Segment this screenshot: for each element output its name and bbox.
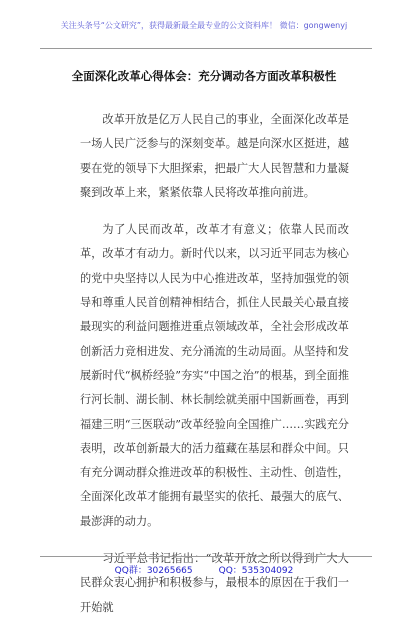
footer-qq: QQ：535304092 — [218, 566, 294, 576]
header-divider — [40, 48, 372, 49]
footer-divider — [40, 556, 372, 557]
document-title: 全面深化改革心得体会：充分调动各方面改革积极性 — [71, 69, 337, 83]
document-body — [80, 108, 349, 633]
paragraph-1: 改革开放是亿万人民自己的事业，全面深化改革是一场人民广泛参与的深刻变革。越是向深水区挺进，越要在党的领导下大胆探索，把最广大人民智慧和力量凝聚到改革上来，紧紧依靠人民将改革推向前进。 — [80, 113, 349, 199]
header-notice: 关注头条号“公文研究”，获得最新最全最专业的公文资料库！ 微信：gongwenyj — [60, 21, 348, 30]
paragraph-2: 为了人民而改革，改革才有意义；依靠人民而改革，改革才有动力。新时代以来，以习近平同志为核心的党中央坚持以人民为中心推进改革，坚持加强党的领导和尊重人民首创精神相结合，抓住人民最关心最直接最现实的利益问题推进重点领域改革，全社会形成改革创新活力竞相进发、充分涌流的生动局面。从坚持和发展新时代“枫桥经验”夯实“中国之治”的根基，到全面推行河长制、湖长制、林长制绘就美丽中国新画卷，再到福建三明“三医联动”改革经验向全国推广……实践充分表明，改革创新最大的活力蕴藏在基层和群众中间。只有充分调动群众推进改革的积极性、主动性、创造性，全面深化改革才能拥有最坚实的依托、最强大的底气、最澎湃的动力。 — [80, 223, 350, 528]
footer-contact — [0, 563, 408, 576]
footer-qq-group: QQ群：30265665 — [114, 566, 193, 576]
paragraph-3: 习近平总书记指出：“改革开放之所以得到广大人民群众衷心拥护和积极参与，最根本的原因在于我们一开始就 — [80, 552, 349, 614]
